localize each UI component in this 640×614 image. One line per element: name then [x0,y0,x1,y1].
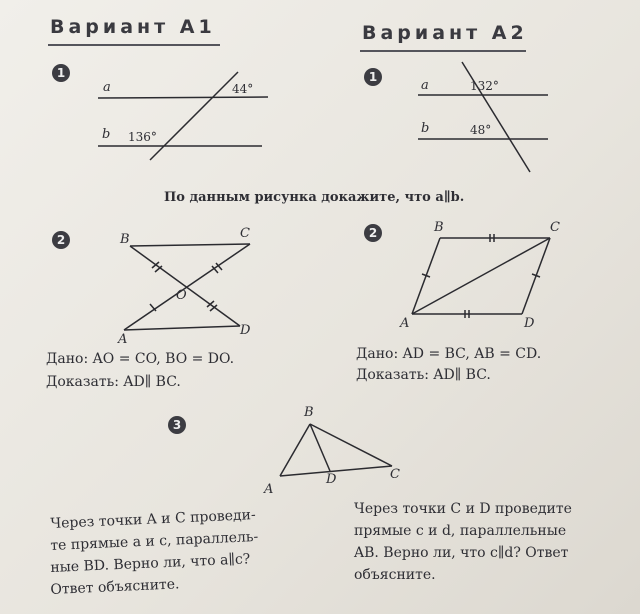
a1-t3-seg-ab [280,424,310,476]
a1-tick-do-2 [210,305,217,311]
task1-prompt: По данным рисунка докажите, что a∥b. [164,190,465,205]
a1-task1-number: 1 [52,64,70,82]
a1-task3-line-2: те прямые a и c, параллель- [50,528,259,554]
a2-point-a: A [400,316,410,331]
a1-task3-number: 3 [168,416,186,434]
a1-t3-point-b: B [304,405,314,420]
a1-seg-bc [130,244,250,246]
a2-tick-cd [532,274,540,277]
a2-angle-bottom: 48° [470,123,492,137]
a1-t3-point-d: D [326,472,337,487]
a2-point-b: B [434,220,444,235]
a2-angle-top: 132° [470,79,499,93]
variant-a2-title-rule [360,50,526,52]
a2-diagonal-ac [412,238,550,314]
a1-point-c: C [240,226,250,241]
a2-task3-line-2: прямые c и d, параллельные [354,523,567,539]
a1-t3-point-c: C [390,467,400,482]
a1-seg-ca [124,244,250,330]
a1-transversal [150,72,238,160]
a2-task3-line-1: Через точки C и D проведите [354,501,572,517]
variant-a1-title: Вариант А1 [50,16,216,38]
variant-a2-title: Вариант А2 [362,22,528,44]
a2-task1-number: 1 [364,68,382,86]
a1-task3-line-1: Через точки A и C проведи- [50,507,257,532]
a1-tick-bo-1 [152,262,159,268]
a1-point-a: A [118,332,128,347]
a1-tick-ao [150,304,156,311]
a1-t3-seg-bc [310,424,392,466]
a2-point-c: C [550,220,560,235]
a2-tick-ab [422,274,430,277]
a1-label-b: b [102,127,111,142]
a1-label-a: a [103,80,111,95]
a2-task3-line-3: AB. Верно ли, что c∥d? Ответ [354,545,569,561]
a2-task2-prove: Доказать: AD∥ BC. [356,367,491,383]
a1-angle-top: 44° [232,82,254,96]
a1-task3-line-4: Ответ объясните. [50,576,180,598]
a1-task2-prove: Доказать: AD∥ BC. [46,374,181,390]
a1-t3-point-a: A [264,482,274,497]
a1-point-d: D [240,323,251,338]
a1-seg-ad [124,326,240,330]
a1-tick-do-1 [207,301,214,307]
a1-tick-co-1 [212,266,218,273]
a1-task2-number: 2 [52,231,70,249]
a1-line-a [98,97,268,98]
a1-tick-bo-2 [155,266,162,272]
a1-seg-bd [130,246,240,326]
a2-seg-ab [412,238,440,314]
a2-label-b: b [421,121,430,136]
a2-point-d: D [524,316,535,331]
a1-angle-bottom: 136° [128,130,157,144]
a2-label-a: a [421,78,429,93]
variant-a1-title-rule [48,44,220,46]
a1-point-b: B [120,232,130,247]
a2-task3-line-4: объясните. [354,567,436,583]
a1-point-o: O [176,288,187,303]
a1-task3-line-3: ные BD. Верно ли, что a∥c? [50,551,251,576]
a2-seg-cd [522,238,550,314]
a1-t3-seg-bd [310,424,330,471]
a1-tick-co-2 [216,263,222,270]
a2-task2-given: Дано: AD = BC, AB = CD. [356,346,542,362]
a1-task2-given: Дано: AO = CO, BO = DO. [46,351,235,367]
a2-task2-number: 2 [364,224,382,242]
